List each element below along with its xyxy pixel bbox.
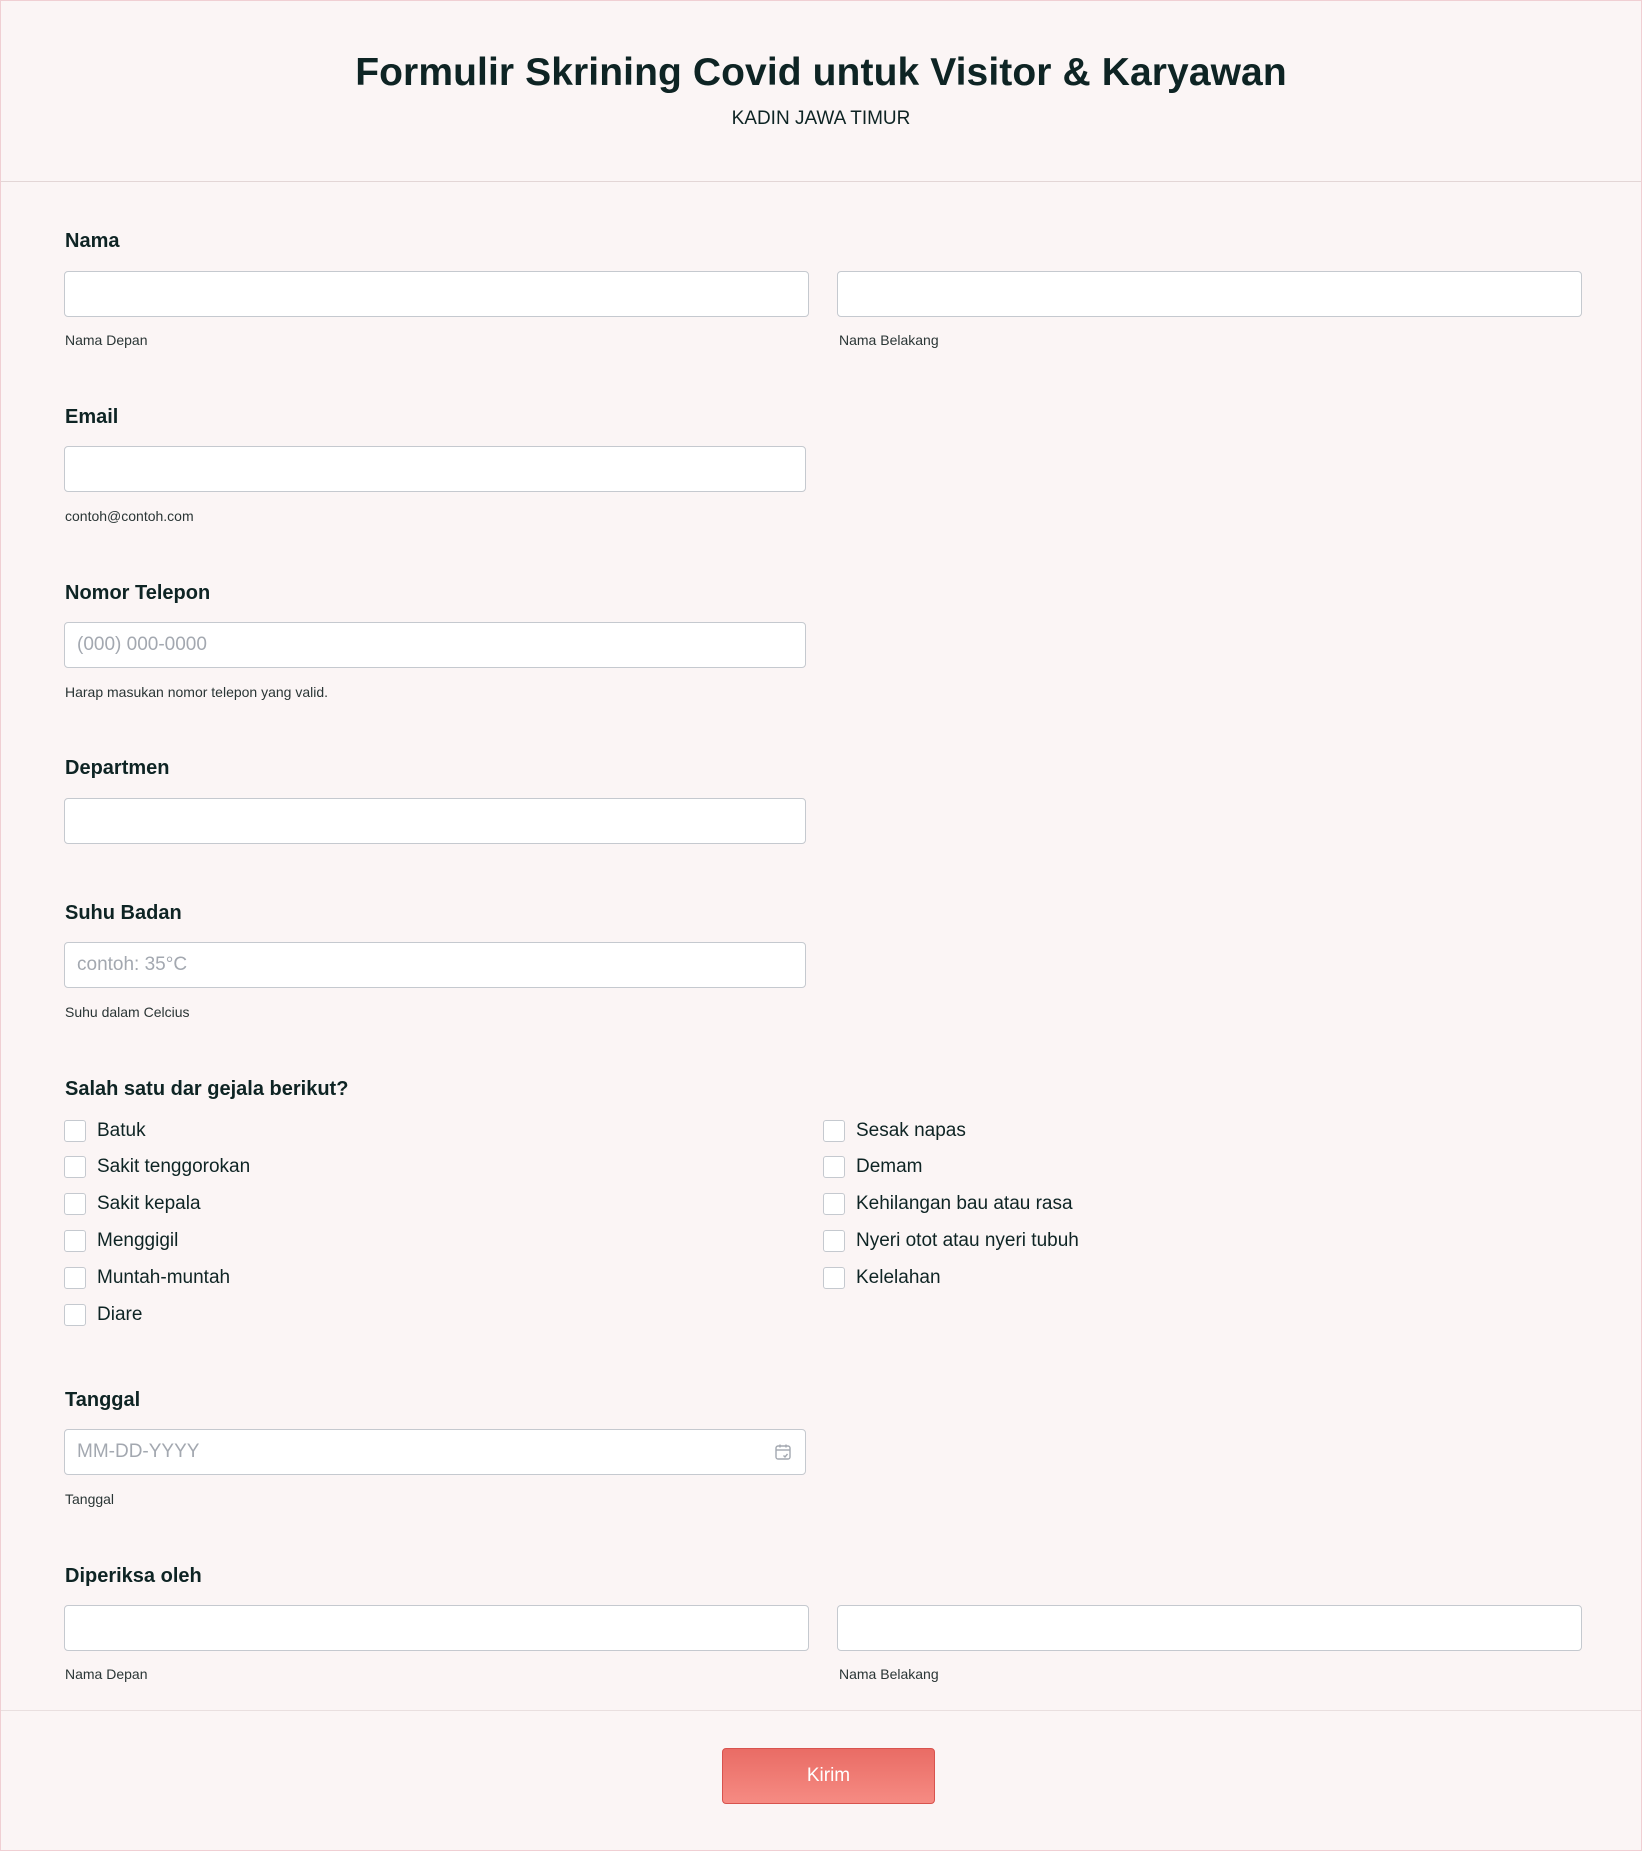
checkbox-box[interactable] bbox=[823, 1230, 845, 1252]
checkbox-box[interactable] bbox=[64, 1304, 86, 1326]
checkbox-label: Sesak napas bbox=[856, 1120, 966, 1141]
tanggal-input[interactable] bbox=[64, 1429, 806, 1475]
nama-label: Nama bbox=[65, 230, 120, 252]
checkbox-label: Diare bbox=[97, 1304, 143, 1325]
checkbox-muntah-muntah[interactable] bbox=[64, 1266, 230, 1290]
checkbox-box[interactable] bbox=[823, 1193, 845, 1215]
gejala-label: Salah satu dar gejala berikut? bbox=[65, 1078, 349, 1100]
checkbox-box[interactable] bbox=[64, 1267, 86, 1289]
telepon-label: Nomor Telepon bbox=[65, 582, 211, 604]
tanggal-hint: Tanggal bbox=[65, 1491, 115, 1507]
suhu-hint: Suhu dalam Celcius bbox=[65, 1004, 190, 1020]
checkbox-box[interactable] bbox=[823, 1120, 845, 1142]
checkbox-label: Sakit kepala bbox=[97, 1193, 201, 1214]
checkbox-label: Demam bbox=[856, 1156, 923, 1177]
checkbox-demam[interactable] bbox=[823, 1155, 923, 1179]
checkbox-box[interactable] bbox=[64, 1193, 86, 1215]
checkbox-box[interactable] bbox=[64, 1156, 86, 1178]
telepon-hint: Harap masukan nomor telepon yang valid. bbox=[65, 684, 329, 700]
form-title: Formulir Skrining Covid untuk Visitor & Karyawan bbox=[355, 51, 1287, 94]
email-input[interactable] bbox=[64, 446, 806, 492]
checkbox-label: Kehilangan bau atau rasa bbox=[856, 1193, 1073, 1214]
diperiksa-label: Diperiksa oleh bbox=[65, 1565, 202, 1587]
checkbox-sakit-kepala[interactable] bbox=[64, 1192, 201, 1216]
email-hint: contoh@contoh.com bbox=[65, 508, 194, 524]
diperiksa-nama-depan-hint: Nama Depan bbox=[65, 1666, 148, 1682]
checkbox-sesak-napas[interactable] bbox=[823, 1119, 966, 1143]
telepon-input[interactable] bbox=[64, 622, 806, 668]
calendar-icon[interactable] bbox=[774, 1443, 792, 1461]
submit-button[interactable]: Kirim bbox=[722, 1748, 935, 1804]
checkbox-box[interactable] bbox=[64, 1230, 86, 1252]
checkbox-kelelahan[interactable] bbox=[823, 1266, 941, 1290]
checkbox-diare[interactable] bbox=[64, 1303, 142, 1327]
checkbox-label: Menggigil bbox=[97, 1230, 179, 1251]
checkbox-label: Muntah-muntah bbox=[97, 1267, 231, 1288]
departmen-label: Departmen bbox=[65, 757, 170, 779]
nama-belakang-input[interactable] bbox=[837, 271, 1582, 317]
nama-belakang-hint: Nama Belakang bbox=[839, 332, 939, 348]
diperiksa-nama-depan-input[interactable] bbox=[64, 1605, 809, 1651]
checkbox-box[interactable] bbox=[64, 1120, 86, 1142]
checkbox-label: Nyeri otot atau nyeri tubuh bbox=[856, 1230, 1079, 1251]
form-subtitle: KADIN JAWA TIMUR bbox=[731, 108, 911, 129]
checkbox-nyeri-otot[interactable] bbox=[823, 1229, 1079, 1253]
suhu-input[interactable] bbox=[64, 942, 806, 988]
checkbox-label: Sakit tenggorokan bbox=[97, 1156, 251, 1177]
checkbox-box[interactable] bbox=[823, 1267, 845, 1289]
suhu-label: Suhu Badan bbox=[65, 902, 182, 924]
checkbox-kehilangan-bau[interactable] bbox=[823, 1192, 1073, 1216]
checkbox-box[interactable] bbox=[823, 1156, 845, 1178]
checkbox-menggigil[interactable] bbox=[64, 1229, 178, 1253]
departmen-input[interactable] bbox=[64, 798, 806, 844]
form-header bbox=[1, 1, 1641, 182]
diperiksa-nama-belakang-input[interactable] bbox=[837, 1605, 1582, 1651]
checkbox-batuk[interactable] bbox=[64, 1119, 146, 1143]
tanggal-label: Tanggal bbox=[65, 1389, 141, 1411]
email-label: Email bbox=[65, 406, 119, 428]
nama-depan-hint: Nama Depan bbox=[65, 332, 148, 348]
checkbox-sakit-tenggorokan[interactable] bbox=[64, 1155, 250, 1179]
checkbox-label: Kelelahan bbox=[856, 1267, 941, 1288]
diperiksa-nama-belakang-hint: Nama Belakang bbox=[839, 1666, 939, 1682]
nama-depan-input[interactable] bbox=[64, 271, 809, 317]
checkbox-label: Batuk bbox=[97, 1120, 146, 1141]
